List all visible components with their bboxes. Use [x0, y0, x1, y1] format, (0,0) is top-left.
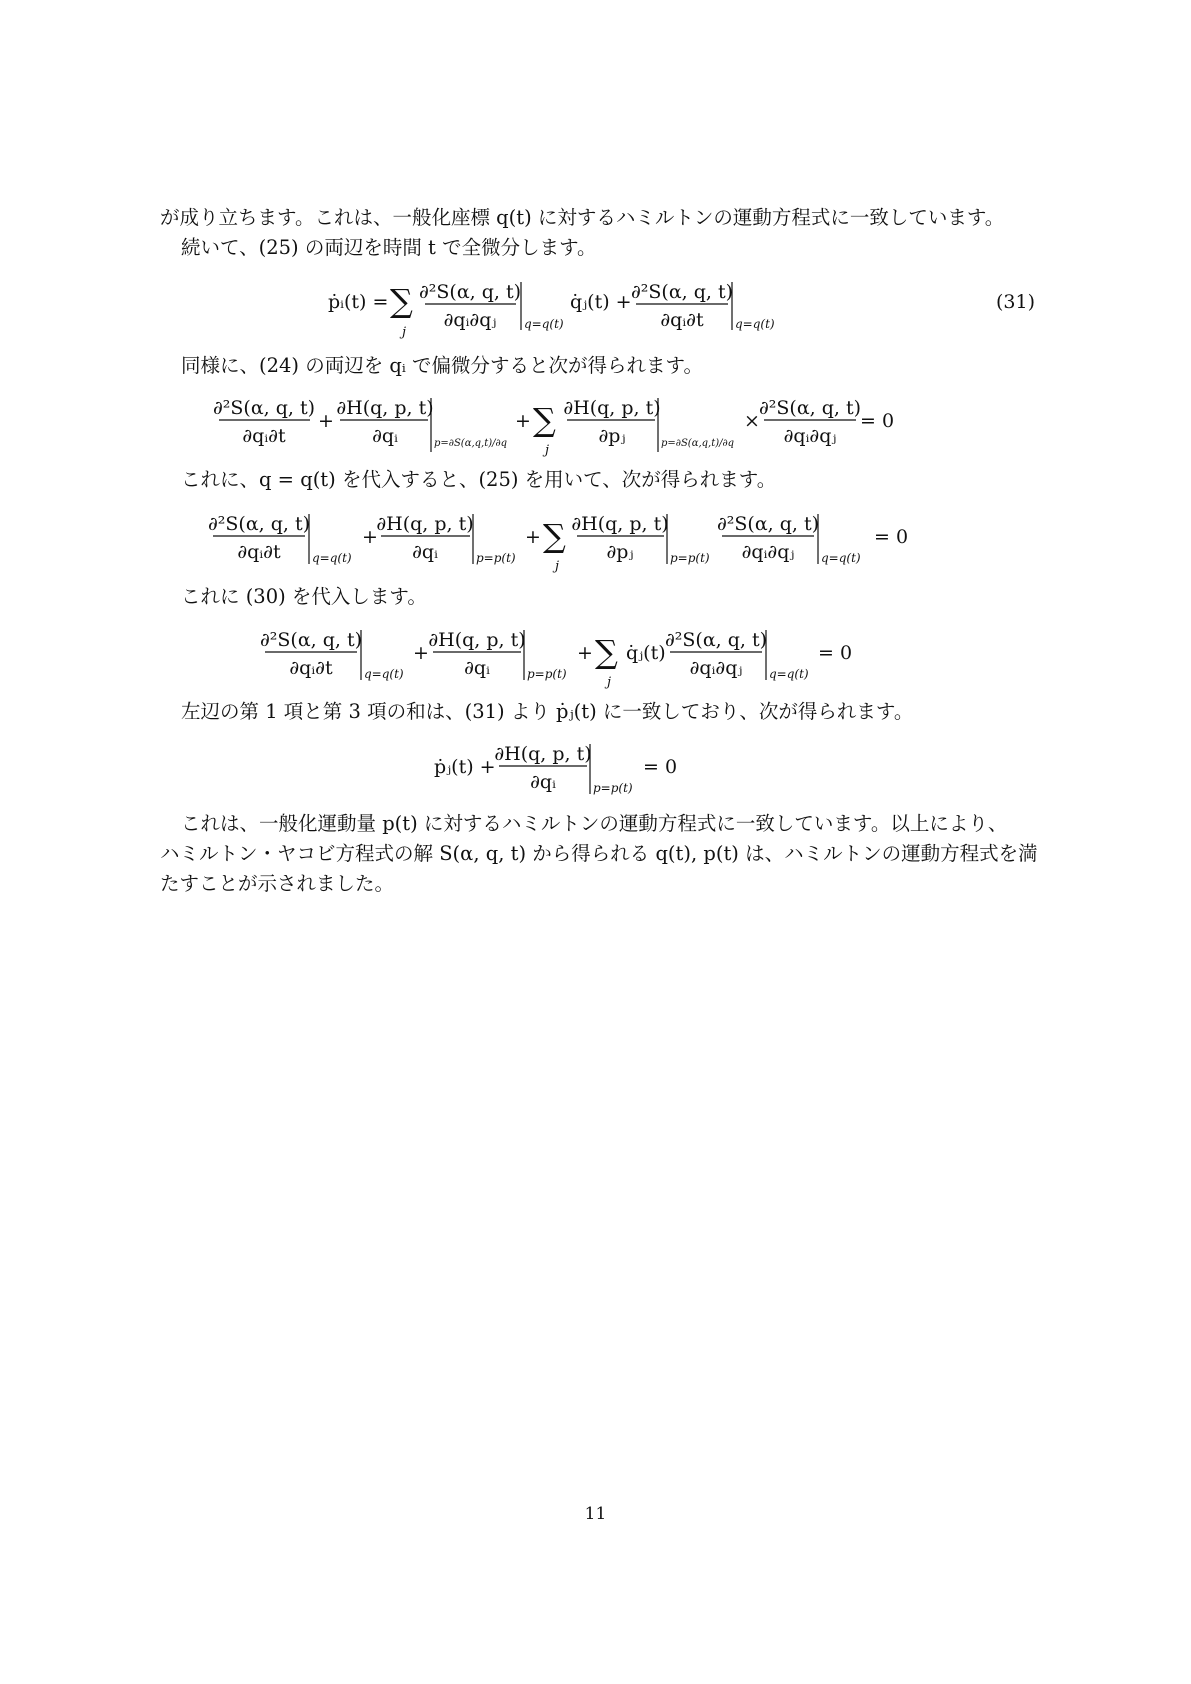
equation-number-31: (31): [995, 291, 1035, 313]
eq31-middle: q̇ⱼ(t) +: [570, 291, 632, 313]
eqb-eval-3: p=p(t): [670, 551, 710, 565]
paragraph-7-line-2: ハミルトン・ヤコビ方程式の解 S(α, q, t) から得られる q(t), p(t) は、ハミルトンの運動方程式を満: [160, 842, 1038, 865]
eqc-sum-symbol: ∑: [595, 633, 618, 671]
eq31-eval-2: q=q(t): [735, 317, 775, 331]
eqb-eval-2: p=p(t): [476, 551, 516, 565]
paragraph-2: 続いて、(25) の両辺を時間 t で全微分します。: [181, 236, 597, 259]
equation-a: [0, 394, 1191, 460]
page-number: 11: [584, 1504, 607, 1524]
eqb-denominator-1: ∂qᵢ∂t: [237, 541, 281, 563]
eqb-numerator-2: ∂H(q, p, t): [376, 513, 474, 535]
eqc-sum-index: j: [607, 675, 612, 690]
eqa-denominator-1: ∂qᵢ∂t: [242, 425, 286, 447]
eqa-denominator-2: ∂qᵢ: [372, 425, 398, 447]
eq31-numerator-1: ∂²S(α, q, t): [418, 281, 522, 303]
paragraph-1: が成り立ちます。これは、一般化座標 q(t) に対するハミルトンの運動方程式に一致しています。: [160, 206, 1005, 229]
eqd-rhs: = 0: [643, 756, 678, 778]
eqa-denominator-3: ∂pⱼ: [598, 425, 626, 447]
eqa-numerator-4: ∂²S(α, q, t): [758, 397, 862, 419]
eqa-numerator-2: ∂H(q, p, t): [336, 397, 434, 419]
eqc-denominator-2: ∂qᵢ: [464, 657, 490, 679]
eqc-eval-3: q=q(t): [769, 667, 809, 681]
eqb-denominator-3: ∂pⱼ: [606, 541, 634, 563]
eqb-denominator-2: ∂qᵢ: [412, 541, 438, 563]
eqa-sum-symbol: ∑: [533, 401, 556, 439]
eqb-numerator-4: ∂²S(α, q, t): [716, 513, 820, 535]
eqb-sum-index: j: [555, 559, 560, 574]
paragraph-5: これに (30) を代入します。: [181, 585, 427, 608]
eqc-denominator-3: ∂qᵢ∂qⱼ: [689, 657, 743, 679]
paragraph-7-line-3: たすことが示されました。: [160, 872, 395, 895]
eqb-eval-4: q=q(t): [821, 551, 861, 565]
eqc-numerator-3: ∂²S(α, q, t): [664, 629, 768, 651]
eqd-lhs: ṗⱼ(t) +: [434, 756, 496, 778]
eq31-numerator-2: ∂²S(α, q, t): [630, 281, 734, 303]
eq31-denominator-2: ∂qᵢ∂t: [660, 309, 704, 331]
equation-b: [0, 510, 1191, 576]
eqd-denominator-1: ∂qᵢ: [530, 771, 556, 793]
paragraph-6: 左辺の第 1 項と第 3 項の和は、(31) より ṗⱼ(t) に一致しており、次が得られます。: [181, 700, 914, 723]
equation-d: [0, 740, 1191, 804]
eqb-eval-1: q=q(t): [312, 551, 352, 565]
eqd-numerator-1: ∂H(q, p, t): [494, 743, 592, 765]
eqb-sum-symbol: ∑: [543, 517, 566, 555]
eq31-denominator-1: ∂qᵢ∂qⱼ: [443, 309, 497, 331]
eqb-numerator-1: ∂²S(α, q, t): [207, 513, 311, 535]
eq31-lhs: ṗᵢ(t) =: [328, 291, 389, 313]
eqa-times: ×: [744, 410, 760, 432]
paragraph-4: これに、q = q(t) を代入すると、(25) を用いて、次が得られます。: [181, 468, 777, 491]
eqa-numerator-3: ∂H(q, p, t): [563, 397, 661, 419]
eqc-numerator-1: ∂²S(α, q, t): [259, 629, 363, 651]
eqb-denominator-4: ∂qᵢ∂qⱼ: [741, 541, 795, 563]
eq31-sum-symbol: ∑: [390, 282, 413, 320]
eqa-eval-2: p=∂S(α,q,t)/∂q: [434, 438, 508, 449]
eqa-sum-index: j: [545, 443, 550, 458]
eqa-plus-1: +: [318, 410, 334, 432]
eqc-middle: q̇ⱼ(t): [626, 642, 666, 664]
eqa-rhs: = 0: [860, 410, 895, 432]
eqd-eval-1: p=p(t): [593, 781, 633, 795]
eqc-numerator-2: ∂H(q, p, t): [428, 629, 526, 651]
eqa-denominator-4: ∂qᵢ∂qⱼ: [783, 425, 837, 447]
eqa-numerator-1: ∂²S(α, q, t): [212, 397, 316, 419]
eqa-plus-2: +: [515, 410, 531, 432]
eq31-sum-index: j: [402, 325, 407, 340]
eqc-denominator-1: ∂qᵢ∂t: [289, 657, 333, 679]
eqb-plus-2: +: [525, 526, 541, 548]
equation-31: [0, 278, 1191, 342]
eqc-plus-1: +: [413, 642, 429, 664]
eq31-eval-1: q=q(t): [524, 317, 564, 331]
eqb-rhs: = 0: [874, 526, 909, 548]
eqb-plus-1: +: [362, 526, 378, 548]
eqc-plus-2: +: [577, 642, 593, 664]
eqa-eval-3: p=∂S(α,q,t)/∂q: [661, 438, 735, 449]
equation-c: [0, 626, 1191, 692]
eqb-numerator-3: ∂H(q, p, t): [571, 513, 669, 535]
eqc-eval-2: p=p(t): [527, 667, 567, 681]
paragraph-7-line-1: これは、一般化運動量 p(t) に対するハミルトンの運動方程式に一致しています。以上により、: [181, 812, 1008, 835]
eqc-eval-1: q=q(t): [364, 667, 404, 681]
eqc-rhs: = 0: [818, 642, 853, 664]
paragraph-3: 同様に、(24) の両辺を qᵢ で偏微分すると次が得られます。: [181, 354, 703, 377]
